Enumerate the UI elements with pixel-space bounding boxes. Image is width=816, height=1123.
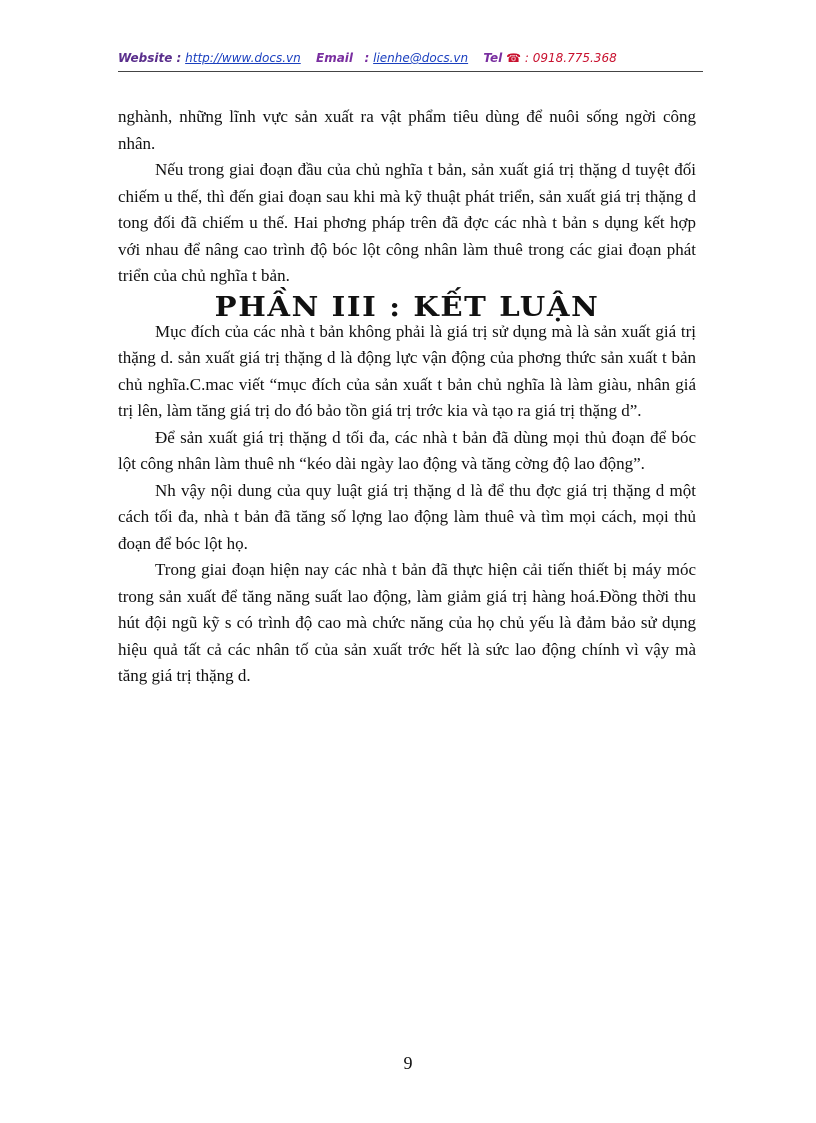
website-link[interactable]: http://www.docs.vn [185, 51, 301, 65]
tel-value: : 0918.775.368 [524, 51, 617, 65]
tel-label: Tel [483, 51, 503, 65]
email-separator: : [364, 51, 370, 65]
paragraph: Nếu trong giai đoạn đầu của chủ nghĩa t bản, sản xuất giá trị thặng d tuyệt đối chiếm u thế, thì đến giai đoạn sau khi mà kỹ thuật phát triển, sản xuất giá trị thặng d tong đối đã chiếm u thế. Hai phơng pháp trên đã đợc các nhà t bản s dụng kết hợp với nhau để nâng cao trình độ bóc lột công nhân làm thuê trong các giai đoạn phát triển của chủ nghĩa t bản. [118, 160, 696, 285]
paragraph: Nh vậy nội dung của quy luật giá trị thặng d là để thu đợc giá trị thặng d một cách tối đa, nhà t bản đã tăng số lợng lao động làm thuê và tìm mọi cách, mọi thủ đoạn để bóc lột họ. [118, 480, 696, 553]
email-link[interactable]: lienhe@docs.vn [373, 51, 469, 65]
email-label: Email [316, 51, 354, 65]
section-heading: PHẦN III : KẾT LUẬN [214, 291, 600, 323]
paragraph: Trong giai đoạn hiện nay các nhà t bản đã thực hiện cải tiến thiết bị máy móc trong sản xuất để tăng năng suất lao động, làm giảm giá trị hàng hoá.Đồng thời thu hút đội ngũ kỹ s có trình độ cao mà chức năng của họ chủ yếu là đảm bảo sử dụng hiệu quả tất cả các nhân tố của sản xuất trớc hết là sức lao động chính vì vậy mà tăng giá trị thặng d. [118, 560, 696, 685]
document-body [118, 104, 696, 690]
paragraph: Để sản xuất giá trị thặng d tối đa, các nhà t bản đã dùng mọi thủ đoạn để bóc lột công nhân làm thuê nh “kéo dài ngày lao động và tăng cờng độ lao động”. [118, 427, 696, 473]
website-label: Website : [118, 51, 182, 65]
header-rule [118, 71, 703, 72]
phone-icon: ☎ [506, 51, 522, 65]
paragraph: nghành, những lĩnh vực sản xuất ra vật phẩm tiêu dùng để nuôi sống ngời công nhân. [118, 107, 696, 153]
page-header [118, 51, 703, 73]
paragraph: Mục đích của các nhà t bản không phải là giá trị sử dụng mà là sản xuất giá trị thặng d. sản xuất giá trị thặng d là động lực vận động của phơng thức sản xuất t bản chủ nghĩa.C.mac viết “mục đích của sản xuất t bản chủ nghĩa là làm giàu, nhân giá trị lên, làm tăng giá trị do đó bảo tồn giá trị trớc kia và tạo ra giá trị thặng d”. [118, 321, 696, 420]
page-number: 9 [403, 1053, 413, 1073]
